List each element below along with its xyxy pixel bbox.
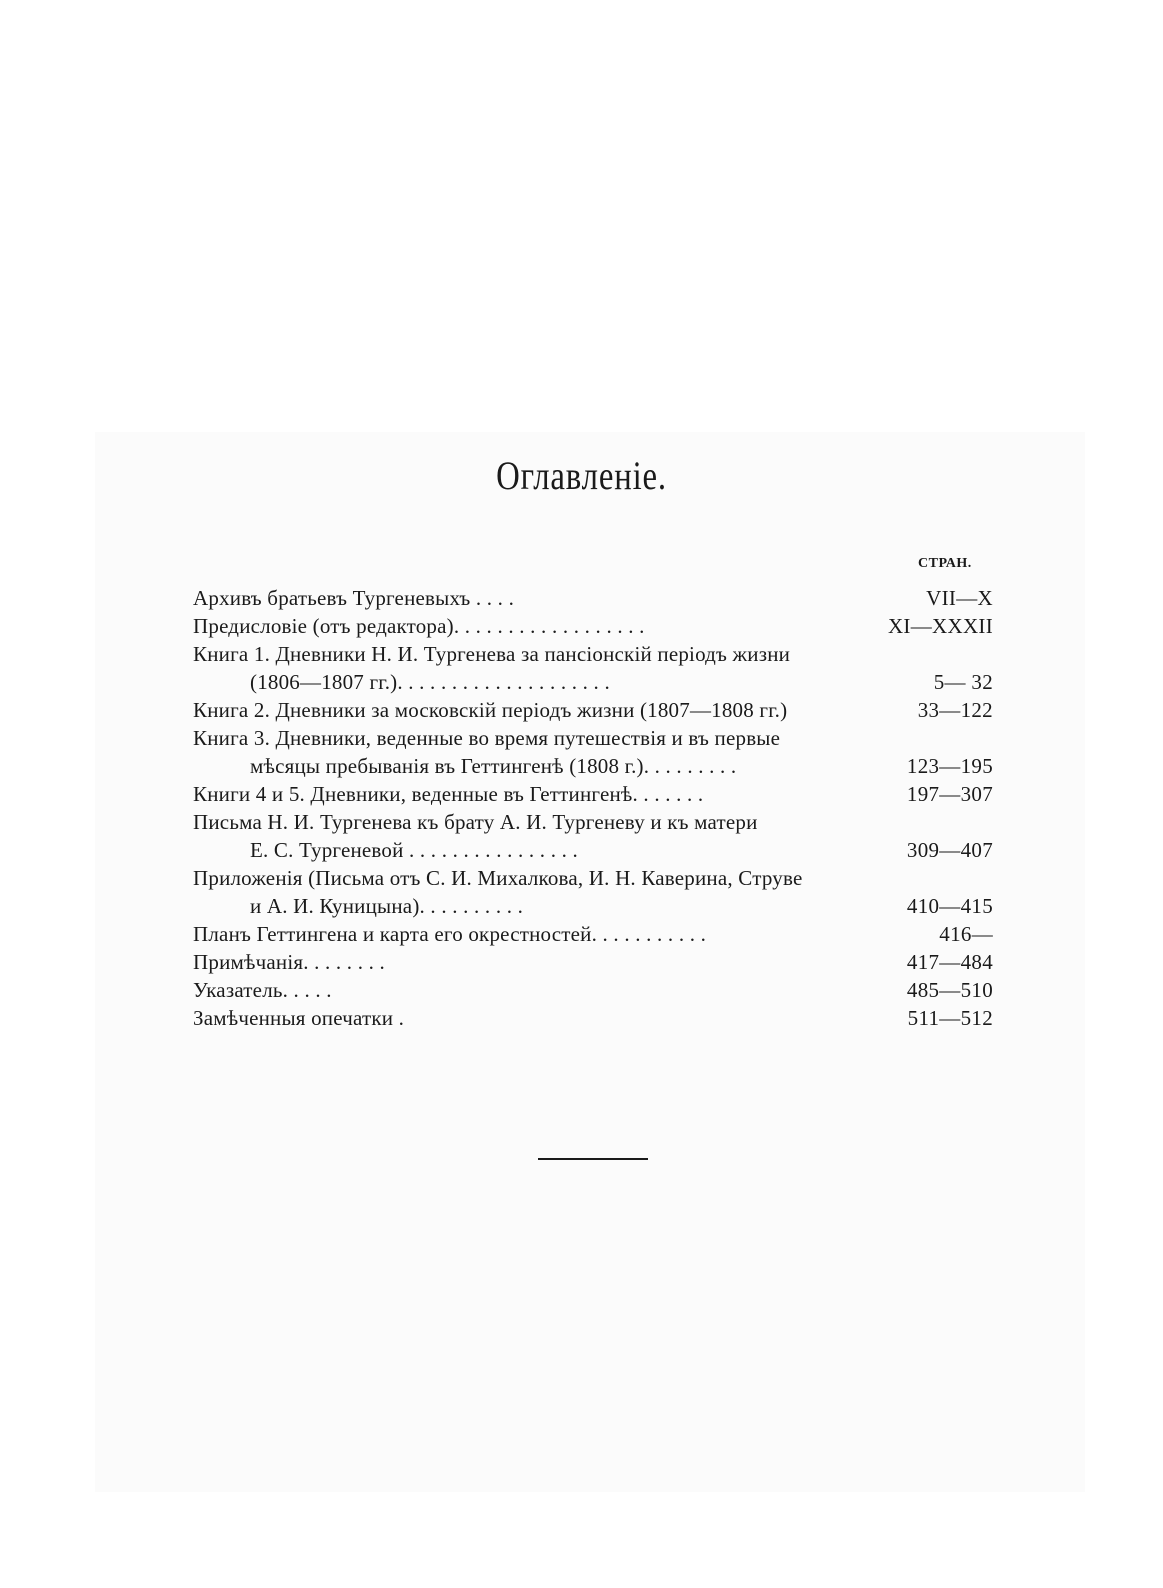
toc-entry (193, 808, 993, 836)
end-rule-divider (538, 1158, 648, 1160)
toc-entry (193, 612, 993, 640)
toc-entry (193, 696, 993, 724)
toc-entry (193, 584, 993, 612)
toc-entry-pages: 485—510 (906, 978, 993, 1002)
toc-entry-title: Планъ Геттингена и карта его окрестностей. . . . . . . . . . . (193, 922, 707, 946)
toc-entry-title: Предисловіе (отъ редактора). . . . . . . . . . . . . . . . . . (193, 614, 645, 638)
toc-entry-continuation (193, 752, 993, 780)
toc-entry-pages: 33—122 (917, 698, 993, 722)
toc-entry-title: (1806—1807 гг.). . . . . . . . . . . . . . . . . . . . (250, 670, 610, 694)
toc-entry (193, 976, 993, 1004)
toc-entry-title: Примѣчанія. . . . . . . . (193, 950, 385, 974)
toc-entry-title: Замѣченныя опечатки . (193, 1006, 405, 1030)
toc-entry (193, 948, 993, 976)
toc-entry-pages: 309—407 (906, 838, 993, 862)
table-of-contents (193, 584, 993, 1032)
toc-entry-pages: 416— (939, 922, 993, 946)
toc-entry-title: и А. И. Куницына). . . . . . . . . . (250, 894, 524, 918)
toc-entry-pages: 511—512 (907, 1006, 993, 1030)
pages-column-header: СТРАН. (918, 556, 972, 571)
toc-entry-title: Письма Н. И. Тургенева къ брату А. И. Тургеневу и къ матери (193, 810, 758, 834)
toc-entry-title: Е. С. Тургеневой . . . . . . . . . . . . . . . . (250, 838, 578, 862)
toc-entry (193, 724, 993, 752)
toc-entry-title: Книги 4 и 5. Дневники, веденные въ Геттингенѣ. . . . . . . (193, 782, 704, 806)
toc-entry-continuation (193, 668, 993, 696)
toc-entry-continuation (193, 892, 993, 920)
toc-entry-title: Указатель. . . . . (193, 978, 332, 1002)
toc-entry-title: Приложенія (Письма отъ С. И. Михалкова, И. Н. Каверина, Струве (193, 866, 803, 890)
toc-entry-title: мѣсяцы пребыванія въ Геттингенѣ (1808 г.). . . . . . . . . (250, 754, 737, 778)
toc-entry-pages: 410—415 (906, 894, 993, 918)
toc-entry-title: Книга 3. Дневники, веденные во время путешествія и въ первые (193, 726, 781, 750)
toc-entry-title: Книга 2. Дневники за московскій періодъ жизни (1807—1808 гг.) (193, 698, 788, 722)
toc-entry-pages: 417—484 (906, 950, 993, 974)
toc-entry-title: Архивъ братьевъ Тургеневыхъ . . . . (193, 586, 515, 610)
toc-entry (193, 640, 993, 668)
page-title: Оглавленіе. (496, 453, 667, 498)
toc-entry (193, 864, 993, 892)
toc-entry-pages: 123—195 (906, 754, 993, 778)
toc-entry-pages: 197—307 (906, 782, 993, 806)
toc-entry-pages: XI—XXXII (887, 614, 993, 638)
toc-entry-continuation (193, 836, 993, 864)
toc-entry-title: Книга 1. Дневники Н. И. Тургенева за пансіонскій періодъ жизни (193, 642, 791, 666)
toc-entry (193, 780, 993, 808)
toc-entry-pages: 5— 32 (933, 670, 993, 694)
toc-entry (193, 1004, 993, 1032)
toc-entry-pages: VII—X (926, 586, 993, 610)
toc-entry (193, 920, 993, 948)
